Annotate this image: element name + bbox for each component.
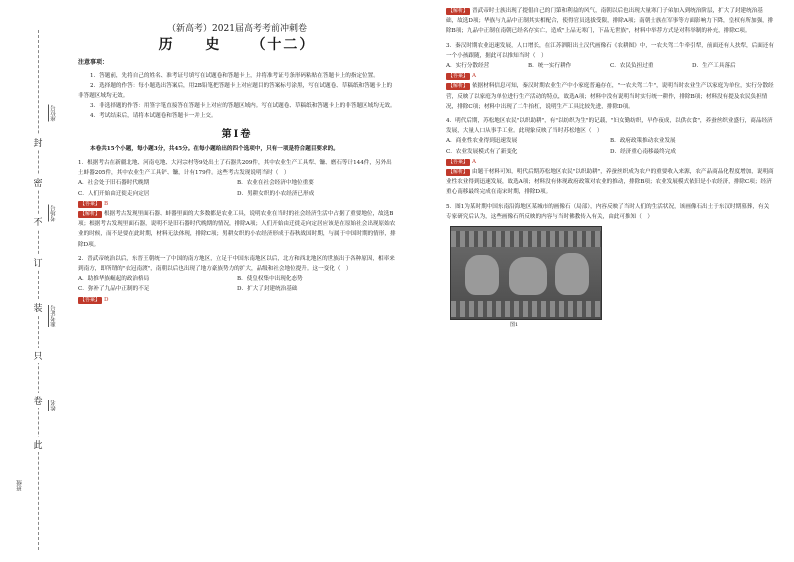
option-b[interactable]: B．政府政策推动农业发展 bbox=[610, 138, 676, 145]
left-column bbox=[78, 24, 396, 305]
question-4: 4．明代后期，苏松地区农民"以织助耕"，有"以纺织为生"的记载，"妇女勤纺织，早作夜成，以供衣食"，养蚕丝织业盛行，商品经济发展，大量人口从事手工业。此现象反映了当时苏松地区（ ） bbox=[446, 118, 773, 135]
margin-char: 不 bbox=[30, 214, 46, 229]
explanation-tag: 【解析】 bbox=[448, 169, 469, 176]
margin-char: 密 bbox=[30, 175, 46, 190]
admission-number-field[interactable]: 准考证号 bbox=[48, 305, 58, 327]
option-c[interactable]: C．弥补了九品中正制的不足 bbox=[78, 286, 150, 293]
question-2: 2．晋武帝统治以后，东晋王朝统一了中国的南方地区，立足于中国东南地区以后，北方和西北地区的世族出于各种原因，相率来到南方，即所谓的"衣冠南渡"，南朝以后也出现了地方豪族势力的扩大，品级和社会地位提升。这一变化（ ） bbox=[78, 255, 395, 273]
answer-line bbox=[446, 71, 774, 81]
explanation-tag: 【解析】 bbox=[448, 83, 469, 90]
option-a[interactable]: A．商业性农业得到迅速发展 bbox=[446, 138, 518, 145]
margin-char: 卷 bbox=[30, 393, 46, 408]
margin-char: 装 bbox=[30, 300, 46, 315]
seat-number-field[interactable]: 座位号 bbox=[48, 105, 58, 122]
explanation-text: 根据考古发现里面石器、蚌器里面的大多数都是农业工具，说明农业在当时的社会经济生活中占据了重要地位，故选B项；根据考古发现里面石器，说明不是旧石器时代晚期的情况，排除A项；人们开始由迁徙走向定居应该是在原始社会出现原始农业的时候，而不是要在此时期，材料无法体现，排除C项；男耕女织的小农经济形成于春秋战国时期，与属于中国时期的情形，排除D项。 bbox=[78, 211, 396, 248]
explanation-tag: 【解析】 bbox=[448, 8, 469, 14]
answer-tag: 【答案】 bbox=[80, 200, 101, 207]
answer-tag: 【答案】 bbox=[448, 158, 469, 165]
answer-line bbox=[78, 295, 396, 305]
explanation-text: 依据材料信息可知，秦汉时期农业生产中小家庭普遍存在，"一农夫驾二牛"，说明当时农业生产以家庭为单位，实行分散经营，反映了以家庭为单位进行生产活动的特点，故选A项；材料中没有说明当时实行统一耕作，排除B项；材料没有提及农民负担情况，排除C项；材料中出现了二牛抬杠，说明生产工具比较先进，排除D项。 bbox=[446, 83, 774, 110]
question-4-options bbox=[446, 136, 774, 156]
margin-char: 此 bbox=[30, 437, 46, 452]
answer-value: B bbox=[104, 200, 109, 207]
notice-heading: 注意事项： bbox=[78, 59, 109, 67]
notice-item: 2．选择题的作答：每小题选出答案后，用2B铅笔把答题卡上对应题目的答案标号涂黑，写在试题卷、草稿纸和答题卡上的非答题区域均无效。 bbox=[78, 82, 393, 100]
option-b[interactable]: B．使皇权集中出现化态势 bbox=[237, 276, 303, 283]
notice-item: 3．非选择题的作答：用签字笔直接答在答题卡上对应的答题区域内。写在试题卷、草稿纸和答题卡上的非答题区域均无效。 bbox=[90, 103, 396, 110]
margin-char: 只 bbox=[30, 348, 46, 363]
notice-item: 1．答题前，先将自己的姓名、准考证号填写在试题卷和答题卡上，并将准考证号条形码粘贴在答题卡上的指定位置。 bbox=[90, 72, 379, 79]
option-d[interactable]: D．经济重心南移最终完成 bbox=[610, 148, 677, 155]
explanation-text: 由题干材料可知，明代后期苏松地区农民"以织助耕"，养蚕丝织成为农户的重要收入来源，农产品商品化程度增加，说明商业性农业得到迅速发展，故选A项；材料没有体现政府政策对农业的推动，排除B项；农业发展模式依旧是小农经济，排除C项；经济重心南移最终完成在南宋时期，排除D项。 bbox=[446, 169, 774, 196]
option-d[interactable]: D．男耕女织的小农经济已形成 bbox=[237, 190, 315, 197]
relief-figure bbox=[509, 257, 547, 295]
option-c[interactable]: C．农业发展模式有了新变化 bbox=[446, 148, 518, 155]
right-column bbox=[446, 6, 774, 330]
section-title: 第Ⅰ卷 bbox=[221, 128, 253, 140]
subject-heading bbox=[78, 37, 396, 54]
stone-relief-photo bbox=[450, 226, 602, 320]
question-1-options bbox=[78, 178, 396, 198]
option-a[interactable]: A．实行分散经营 bbox=[446, 63, 490, 70]
question-3: 3．秦汉时期农业迅速发展，人口增长，在江苏泗阳出土汉代画像石《农耕图》中，一农夫驾二牛牵引犁，前面还有人扶犁，后面还有一个小孩跟随，据此可以推知当时（ ） bbox=[446, 42, 774, 59]
relief-band bbox=[451, 231, 601, 247]
question-1: 1．根据考古在新疆北地、河南屯地、大河宗村等9处出土了石器共209件，其中农业生产工具犁、镰、磨石等计144件，另外出土蚌器205件，其中农业生产工具铲、镰，计有179件。这些考古发现说明当时（ ） bbox=[78, 160, 392, 177]
binding-margin bbox=[0, 0, 62, 562]
answer-line bbox=[78, 199, 396, 209]
exam-room-field[interactable]: 考场号 bbox=[48, 205, 58, 222]
binding-line bbox=[38, 30, 39, 550]
option-d[interactable]: D．生产工具落后 bbox=[692, 63, 736, 70]
explanation-text: 晋武帝时士族出现了提倡自己的门第和利益的风气，南朝以后也出现大量寒门子弟加入到统治阶层，扩大了封建统治基础，故选D项；华族与九品中正制其实相配合，使得官员选拔受限，排除A项；南朝士族在军事等方面影响力下降，皇权有所加强，排除B项；九品中正制在南朝已经名存实亡，造成"上品无寒门，下品无世族"，材料中举荐方式是对科举制的补充，排除C项。 bbox=[446, 8, 774, 35]
option-c[interactable]: C．农民负担过重 bbox=[610, 63, 654, 70]
exam-number: （十二） bbox=[251, 37, 316, 54]
answer-tag: 【答案】 bbox=[80, 296, 101, 303]
name-field[interactable]: 姓名 bbox=[48, 400, 58, 411]
answer-value: A bbox=[472, 73, 477, 80]
question-2-options bbox=[78, 274, 396, 294]
subject-name: 历 史 bbox=[158, 37, 234, 54]
class-field[interactable]: 班级 bbox=[17, 480, 23, 491]
question-5: 5．图1为某时期中国东南沿海地区某城市的画像石（局部），内容反映了当时人们的生活状况，该画像石出土于东汉时期墓葬，有关专家研究后认为，这些画像石所反映的内容与当时佛教传入有关，由此可推知（ ） bbox=[446, 203, 770, 220]
photo-caption: 图1 bbox=[510, 322, 519, 329]
margin-char: 封 bbox=[30, 135, 46, 150]
margin-char: 订 bbox=[30, 255, 46, 270]
option-a[interactable]: A．社会处于旧石器时代晚期 bbox=[78, 180, 150, 187]
relief-figure bbox=[465, 255, 499, 295]
answer-tag: 【答案】 bbox=[448, 73, 469, 80]
section-intro: 本卷共15个小题，每小题3分，共45分。在每小题给出的四个选项中，只有一项是符合题目要求的。 bbox=[90, 145, 339, 152]
option-b[interactable]: B．统一实行耕作 bbox=[528, 63, 572, 70]
answer-line bbox=[446, 157, 774, 167]
explanation bbox=[446, 81, 774, 112]
answer-value: A bbox=[472, 158, 477, 165]
answer-value: D bbox=[104, 296, 109, 303]
explanation-tag: 【解析】 bbox=[80, 211, 101, 218]
question-3-options bbox=[446, 61, 774, 71]
relief-figure bbox=[555, 253, 589, 295]
option-b[interactable]: B．农业在社会经济中地位重要 bbox=[237, 180, 314, 187]
explanation bbox=[446, 167, 774, 198]
explanation bbox=[78, 209, 396, 250]
option-a[interactable]: A．助推华族崛起的政治格局 bbox=[78, 276, 150, 283]
relief-band bbox=[451, 301, 601, 317]
explanation bbox=[446, 6, 774, 37]
option-c[interactable]: C．人们开始由迁徙走向定居 bbox=[78, 190, 150, 197]
exam-title: （新高考）2021届高考考前冲刺卷 bbox=[167, 24, 307, 34]
notice-item: 4．考试结束后，请将本试题卷和答题卡一并上交。 bbox=[90, 113, 217, 120]
option-d[interactable]: D．扩大了封建统治基础 bbox=[237, 286, 298, 293]
